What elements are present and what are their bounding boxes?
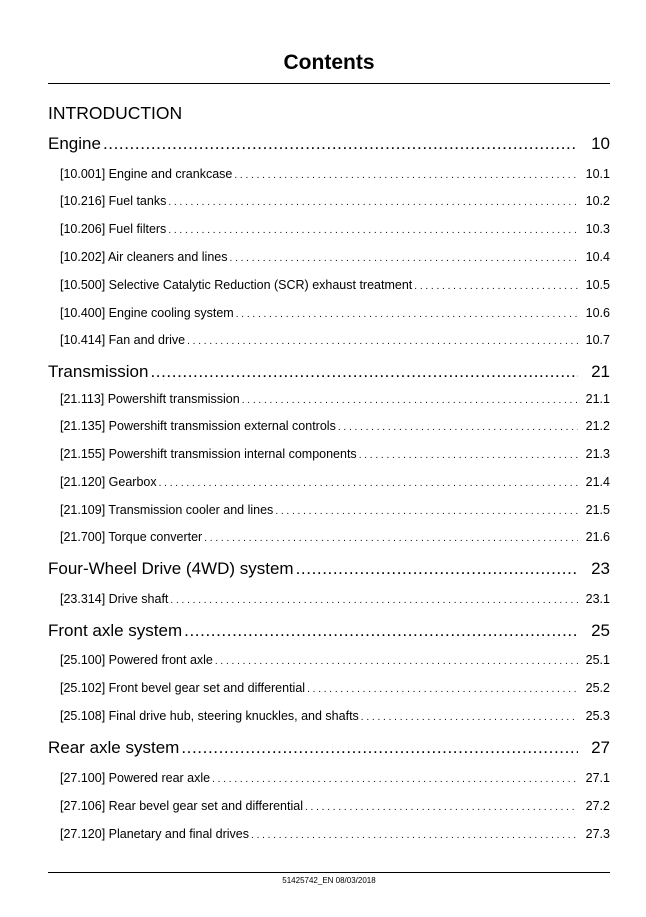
toc-item-page: 21.1 bbox=[585, 392, 610, 406]
toc-item-label: [21.700] Torque converter bbox=[60, 530, 203, 544]
toc-item-page: 27.1 bbox=[585, 771, 610, 785]
toc-item-page: 27.3 bbox=[585, 827, 610, 841]
toc-item-label: [25.102] Front bevel gear set and differential bbox=[60, 681, 306, 695]
toc-section-page: 27 bbox=[591, 738, 610, 757]
toc-item-label: [10.500] Selective Catalytic Reduction (SCR) exhaust treatment bbox=[60, 278, 413, 292]
toc-section-page: 21 bbox=[591, 362, 610, 381]
toc-item-label: [21.155] Powershift transmission internal components bbox=[60, 447, 357, 461]
toc-item-label: [23.314] Drive shaft bbox=[60, 592, 169, 606]
footer-divider bbox=[48, 872, 610, 873]
toc-item-page: 10.1 bbox=[585, 167, 610, 181]
page-title: Contents bbox=[283, 51, 375, 74]
toc-item[interactable] bbox=[60, 826, 610, 844]
toc-leader-dots bbox=[204, 530, 578, 547]
toc-leader-dots bbox=[181, 737, 578, 759]
toc-item-label: [21.113] Powershift transmission bbox=[60, 392, 240, 406]
toc-leader-dots bbox=[359, 447, 578, 464]
toc-leader-dots bbox=[184, 620, 578, 642]
toc-item-label: [10.202] Air cleaners and lines bbox=[60, 250, 228, 264]
toc-item-page: 10.6 bbox=[585, 306, 610, 320]
toc-section-label: Engine bbox=[48, 134, 101, 153]
toc-item-page: 27.2 bbox=[585, 799, 610, 813]
toc-item[interactable] bbox=[60, 305, 610, 323]
toc-leader-dots bbox=[251, 827, 578, 844]
toc-leader-dots bbox=[296, 558, 578, 580]
toc-leader-dots bbox=[229, 250, 578, 267]
toc-leader-dots bbox=[338, 419, 578, 436]
toc-item[interactable] bbox=[60, 193, 610, 211]
toc-item-label: [21.120] Gearbox bbox=[60, 475, 157, 489]
toc-item[interactable] bbox=[60, 221, 610, 239]
toc-leader-dots bbox=[159, 475, 578, 492]
toc-item-label: [10.414] Fan and drive bbox=[60, 333, 186, 347]
toc-leader-dots bbox=[305, 799, 578, 816]
toc-leader-dots bbox=[212, 771, 578, 788]
toc-leader-dots bbox=[275, 503, 578, 520]
toc-item-label: [10.400] Engine cooling system bbox=[60, 306, 234, 320]
toc-item-page: 21.6 bbox=[585, 530, 610, 544]
toc-section-four-wheel-drive[interactable] bbox=[48, 558, 610, 580]
toc-leader-dots bbox=[168, 222, 578, 239]
toc-item-page: 25.3 bbox=[585, 709, 610, 723]
toc-item-label: [10.206] Fuel filters bbox=[60, 222, 167, 236]
toc-leader-dots bbox=[242, 392, 578, 409]
toc-item-label: [21.109] Transmission cooler and lines bbox=[60, 503, 274, 517]
toc-item-label: [27.120] Planetary and final drives bbox=[60, 827, 250, 841]
toc-section-rear-axle[interactable] bbox=[48, 737, 610, 759]
toc-item[interactable] bbox=[60, 708, 610, 726]
toc-section-transmission[interactable] bbox=[48, 361, 610, 383]
toc-item-page: 25.2 bbox=[585, 681, 610, 695]
toc-item[interactable] bbox=[60, 446, 610, 464]
toc-section-label: Transmission bbox=[48, 362, 149, 381]
toc-item-page: 10.2 bbox=[585, 194, 610, 208]
toc-item-label: [10.216] Fuel tanks bbox=[60, 194, 167, 208]
toc-leader-dots bbox=[187, 333, 578, 350]
toc-item[interactable] bbox=[60, 474, 610, 492]
toc-item-page: 21.5 bbox=[585, 503, 610, 517]
footer-document-id: 51425742_EN 08/03/2018 bbox=[282, 876, 376, 885]
toc-item-label: [25.100] Powered front axle bbox=[60, 653, 213, 667]
toc-item-page: 21.3 bbox=[585, 447, 610, 461]
toc-leader-dots bbox=[150, 361, 578, 383]
toc-item[interactable] bbox=[60, 770, 610, 788]
toc-leader-dots bbox=[414, 278, 578, 295]
toc-item-page: 10.5 bbox=[585, 278, 610, 292]
toc-item-page: 25.1 bbox=[585, 653, 610, 667]
toc-item[interactable] bbox=[60, 591, 610, 609]
toc-item[interactable] bbox=[60, 529, 610, 547]
toc-item-page: 10.4 bbox=[585, 250, 610, 264]
toc-section-label: Four-Wheel Drive (4WD) system bbox=[48, 559, 294, 578]
toc-leader-dots bbox=[103, 133, 578, 155]
toc-item-page: 10.7 bbox=[585, 333, 610, 347]
toc-item[interactable] bbox=[60, 166, 610, 184]
toc-item[interactable] bbox=[60, 680, 610, 698]
toc-item-page: 21.2 bbox=[585, 419, 610, 433]
toc-item-label: [10.001] Engine and crankcase bbox=[60, 167, 233, 181]
toc-item-page: 23.1 bbox=[585, 592, 610, 606]
toc-section-label: Rear axle system bbox=[48, 738, 180, 757]
toc-item-label: [25.108] Final drive hub, steering knuckles, and shafts bbox=[60, 709, 359, 723]
toc-section-page: 10 bbox=[591, 134, 610, 153]
toc-item[interactable] bbox=[60, 418, 610, 436]
title-divider bbox=[48, 83, 610, 84]
toc-item-page: 21.4 bbox=[585, 475, 610, 489]
toc-item-label: [27.100] Powered rear axle bbox=[60, 771, 211, 785]
toc-item[interactable] bbox=[60, 277, 610, 295]
toc-item-page: 10.3 bbox=[585, 222, 610, 236]
toc-leader-dots bbox=[234, 167, 578, 184]
toc-item[interactable] bbox=[60, 502, 610, 520]
toc-item[interactable] bbox=[60, 332, 610, 350]
toc-item-label: [21.135] Powershift transmission external controls bbox=[60, 419, 336, 433]
toc-section-front-axle[interactable] bbox=[48, 620, 610, 642]
toc-item[interactable] bbox=[60, 391, 610, 409]
toc-item-label: [27.106] Rear bevel gear set and differential bbox=[60, 799, 303, 813]
toc-section-label: Front axle system bbox=[48, 621, 183, 640]
toc-leader-dots bbox=[361, 709, 578, 726]
toc-leader-dots bbox=[168, 194, 578, 211]
toc-item[interactable] bbox=[60, 249, 610, 267]
toc-section-engine[interactable] bbox=[48, 133, 610, 155]
toc-item[interactable] bbox=[60, 652, 610, 670]
toc-leader-dots bbox=[307, 681, 578, 698]
toc-leader-dots bbox=[236, 306, 578, 323]
toc-section-page: 25 bbox=[591, 621, 610, 640]
toc-section-page: 23 bbox=[591, 559, 610, 578]
toc-leader-dots bbox=[215, 653, 578, 670]
toc-item[interactable] bbox=[60, 798, 610, 816]
introduction-heading: INTRODUCTION bbox=[48, 103, 183, 123]
toc-leader-dots bbox=[170, 592, 578, 609]
